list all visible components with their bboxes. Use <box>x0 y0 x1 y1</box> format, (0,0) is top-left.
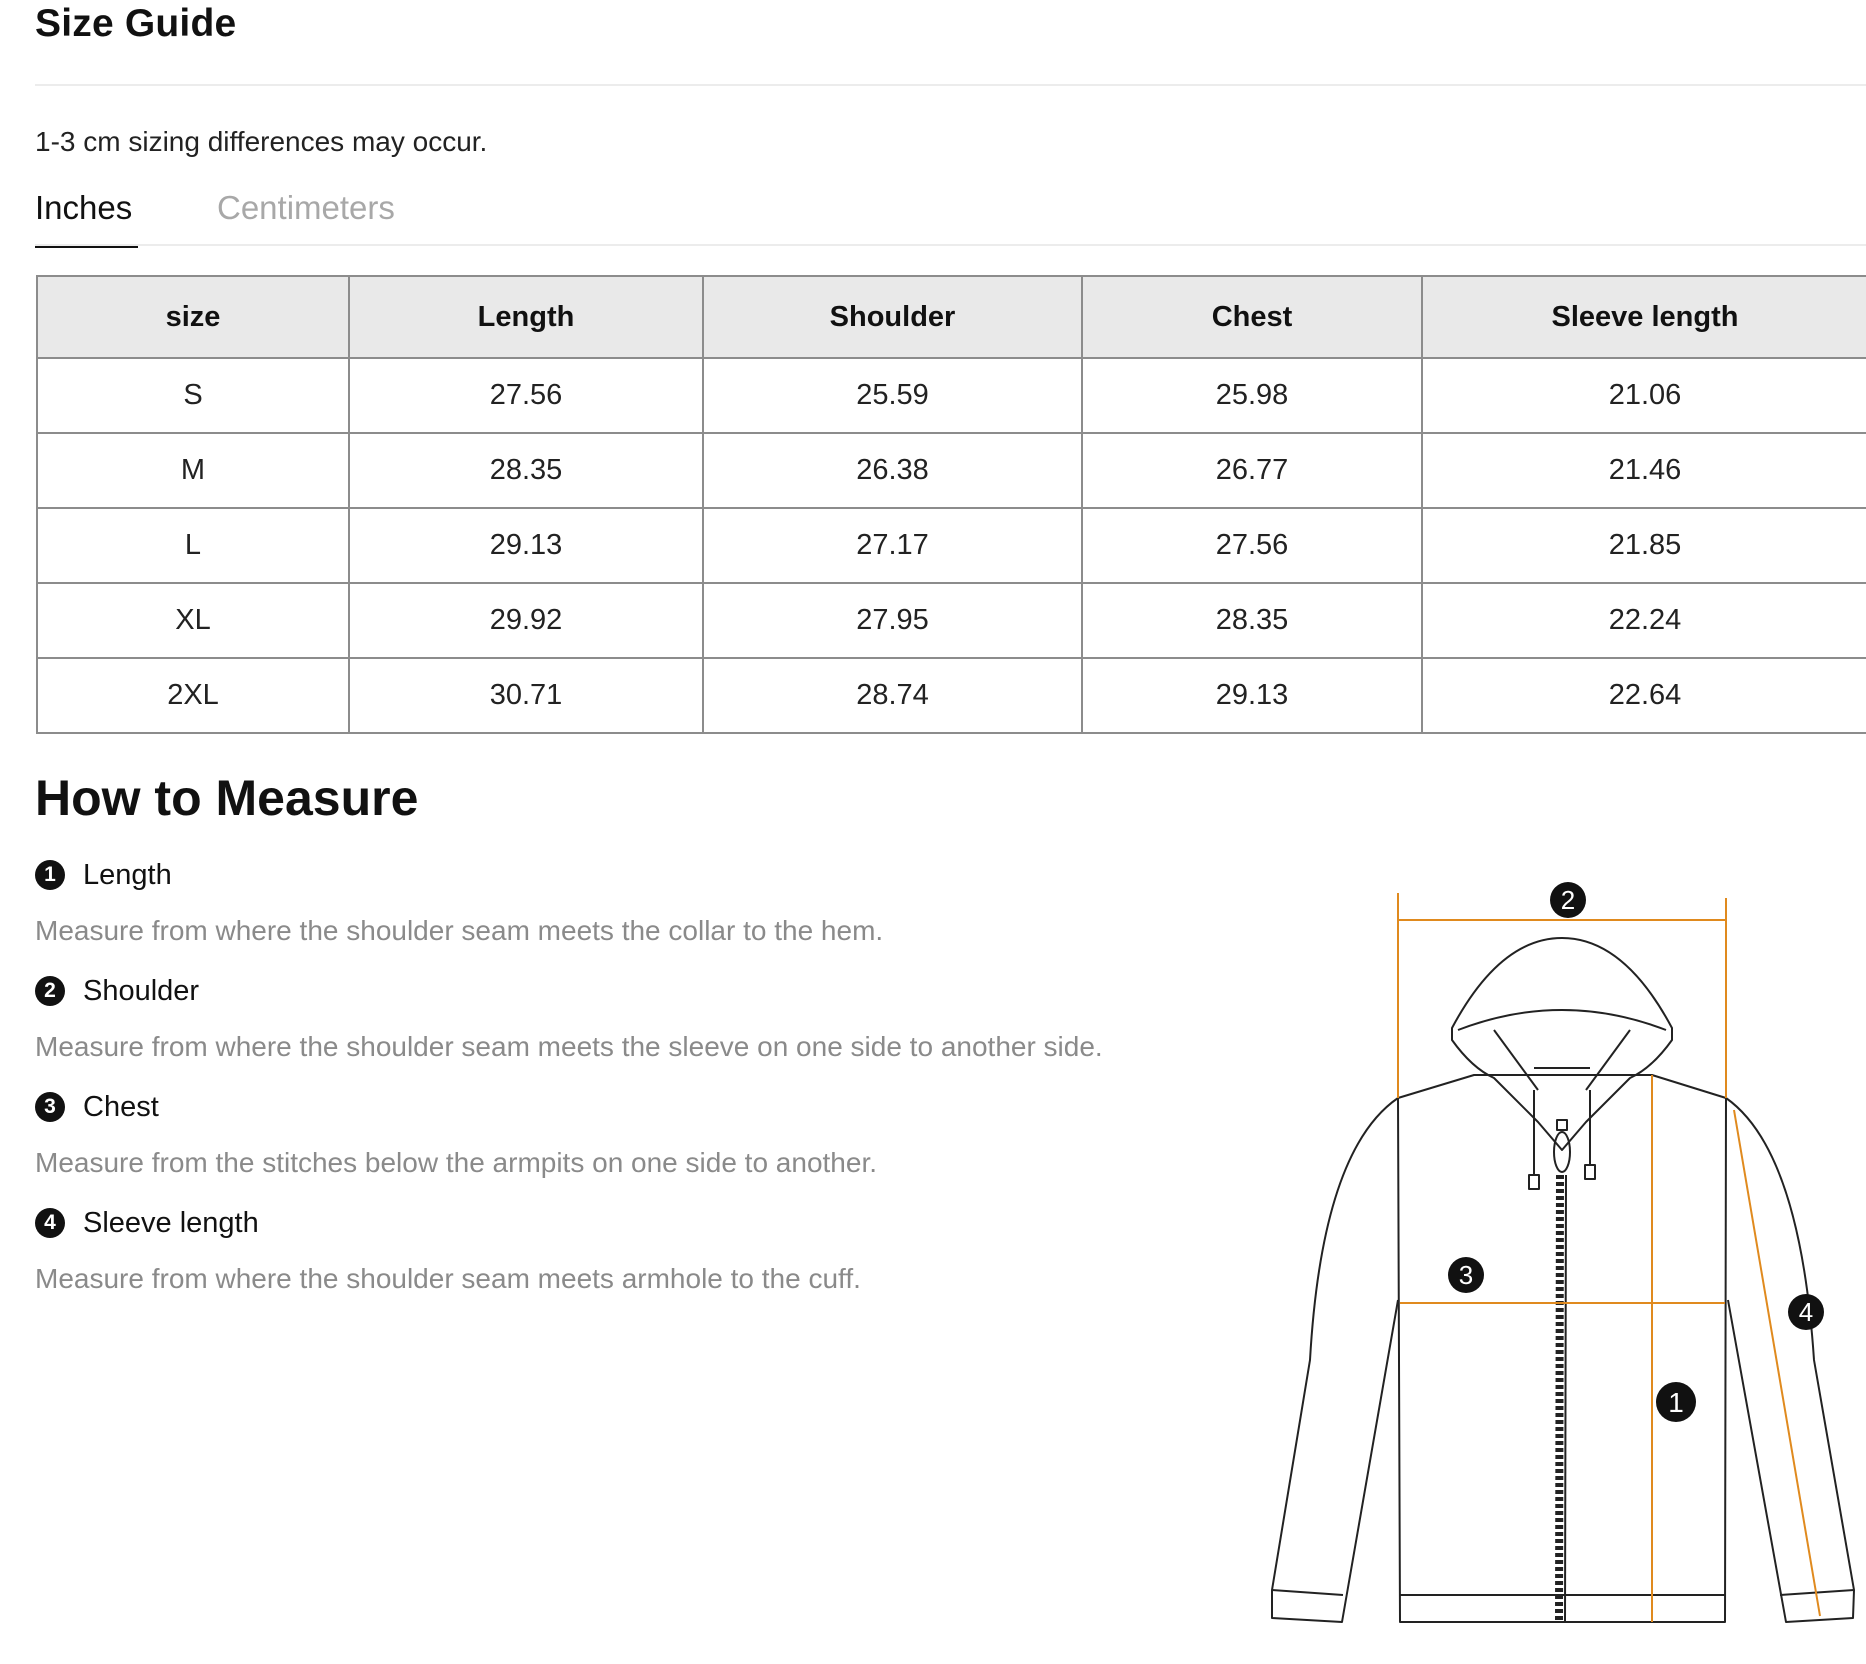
table-cell: 28.74 <box>703 658 1082 733</box>
table-cell: 30.71 <box>349 658 703 733</box>
number-2-icon: 2 <box>35 976 65 1006</box>
table-cell: 27.17 <box>703 508 1082 583</box>
table-cell: 29.13 <box>349 508 703 583</box>
table-cell: M <box>37 433 349 508</box>
table-cell: 28.35 <box>349 433 703 508</box>
measure-label: Shoulder <box>83 974 200 1007</box>
measurement-lines <box>1398 893 1820 1622</box>
measure-label: Length <box>83 858 172 891</box>
table-cell: 25.98 <box>1082 358 1422 433</box>
column-header-shoulder: Shoulder <box>703 276 1082 358</box>
table-cell: XL <box>37 583 349 658</box>
hoodie-measurement-diagram <box>1270 870 1866 1660</box>
marker-3-icon <box>1448 1257 1484 1293</box>
table-cell: S <box>37 358 349 433</box>
svg-text:4: 4 <box>1798 1297 1814 1327</box>
header-divider <box>35 84 1866 86</box>
table-header-row <box>37 276 1866 358</box>
table-row <box>37 658 1866 733</box>
svg-text:2: 2 <box>1560 885 1576 915</box>
table-cell: 22.24 <box>1422 583 1866 658</box>
table-cell: 27.95 <box>703 583 1082 658</box>
table-cell: 27.56 <box>349 358 703 433</box>
measure-label: Chest <box>83 1090 159 1123</box>
table-cell: 29.13 <box>1082 658 1422 733</box>
zipper-teeth <box>1559 1175 1560 1622</box>
table-row <box>37 583 1866 658</box>
table-cell: 29.92 <box>349 583 703 658</box>
table-cell: 27.56 <box>1082 508 1422 583</box>
measure-item-sleeve-length <box>35 1203 861 1294</box>
table-cell: 25.59 <box>703 358 1082 433</box>
column-header-length: Length <box>349 276 703 358</box>
table-cell: 21.06 <box>1422 358 1866 433</box>
table-row <box>37 433 1866 508</box>
table-cell: 26.77 <box>1082 433 1422 508</box>
marker-4-icon <box>1788 1294 1824 1330</box>
table-cell: 2XL <box>37 658 349 733</box>
how-to-measure-heading: How to Measure <box>35 770 419 826</box>
sizing-note: 1-3 cm sizing differences may occur. <box>35 126 488 157</box>
table-row <box>37 508 1866 583</box>
measure-description: Measure from where the shoulder seam meets armhole to the cuff. <box>35 1263 861 1294</box>
measure-item-length <box>35 855 884 946</box>
table-cell: 21.85 <box>1422 508 1866 583</box>
tab-centimeters[interactable]: Centimeters <box>217 189 395 226</box>
measure-item-chest <box>35 1087 878 1178</box>
marker-2-icon <box>1550 882 1586 918</box>
tab-inches[interactable]: Inches <box>35 189 133 226</box>
column-header-sleeve-length: Sleeve length <box>1422 276 1866 358</box>
svg-text:1: 1 <box>1668 1387 1684 1418</box>
measure-description: Measure from where the shoulder seam meets the sleeve on one side to another side. <box>35 1031 1103 1062</box>
number-1-icon: 1 <box>35 860 65 890</box>
marker-1-icon <box>1656 1382 1696 1422</box>
table-cell: 22.64 <box>1422 658 1866 733</box>
column-header-size: size <box>37 276 349 358</box>
table-cell: L <box>37 508 349 583</box>
zipper-edge <box>1565 1175 1566 1622</box>
table-row <box>37 358 1866 433</box>
measure-description: Measure from the stitches below the armpits on one side to another. <box>35 1147 878 1178</box>
table-cell: 21.46 <box>1422 433 1866 508</box>
measure-label: Sleeve length <box>83 1206 259 1239</box>
measure-item-shoulder <box>35 971 1103 1062</box>
table-cell: 26.38 <box>703 433 1082 508</box>
tabs-divider <box>35 244 1866 246</box>
number-4-icon: 4 <box>35 1208 65 1238</box>
column-header-chest: Chest <box>1082 276 1422 358</box>
table-cell: 28.35 <box>1082 583 1422 658</box>
size-table <box>36 275 1866 734</box>
measure-description: Measure from where the shoulder seam meets the collar to the hem. <box>35 915 884 946</box>
page-title: Size Guide <box>35 2 237 45</box>
number-3-icon: 3 <box>35 1092 65 1122</box>
svg-text:3: 3 <box>1458 1260 1474 1290</box>
